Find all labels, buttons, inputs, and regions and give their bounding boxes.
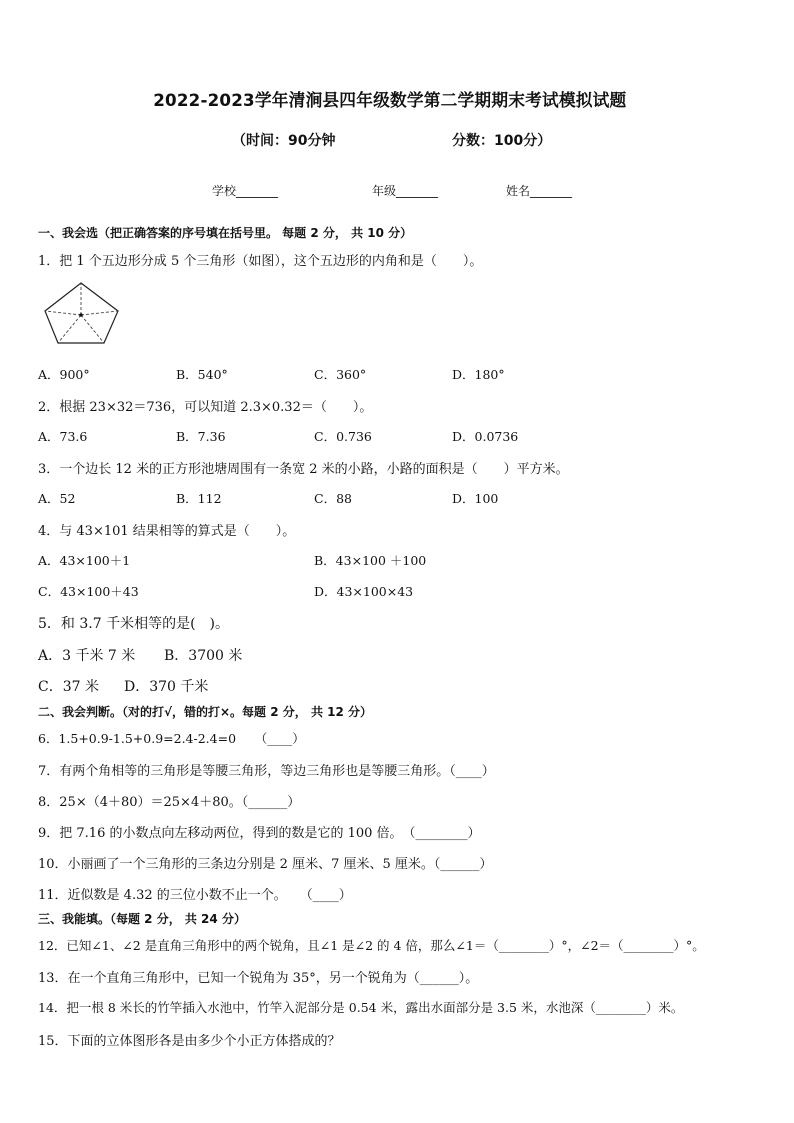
question-9: 9．把 7.16 的小数点向左移动两位，得到的数是它的 100 倍。 （________） xyxy=(38,826,481,841)
q1-option-a: A．900° xyxy=(38,367,90,382)
q3-option-b: B．112 xyxy=(176,491,222,506)
question-13: 13．在一个直角三角形中，已知一个锐角为 35°，另一个锐角为（______）。 xyxy=(38,971,479,986)
question-12: 12．已知∠1、∠2 是直角三角形中的两个锐角，且∠1 是∠2 的 4 倍，那么∠1＝（________）°，∠2＝（________）°。 xyxy=(38,938,705,953)
pentagon-figure xyxy=(44,280,122,346)
q5-option-c: C．37 米 xyxy=(38,679,99,695)
section-1-heading: 一、我会选（把正确答案的序号填在括号里。 每题 2 分， 共 10 分） xyxy=(38,226,413,240)
question-10: 10．小丽画了一个三角形的三条边分别是 2 厘米、7 厘米、5 厘米。（______） xyxy=(38,857,493,872)
q3-option-a: A．52 xyxy=(38,491,76,506)
name-field: 姓名_______ xyxy=(506,184,573,198)
question-6: 6．1.5+0.9-1.5+0.9=2.4-2.4=0 （____） xyxy=(38,731,305,746)
section-2-heading: 二、我会判断。（对的打√，错的打×。每题 2 分， 共 12 分） xyxy=(38,705,372,719)
q4-option-b: B．43×100 ＋100 xyxy=(314,553,427,568)
question-15: 15．下面的立体图形各是由多少个小正方体搭成的？ xyxy=(38,1034,341,1049)
question-14: 14．把一根 8 米长的竹竿插入水池中，竹竿入泥部分是 0.54 米，露出水面部分是 3.5 米，水池深（________）米。 xyxy=(38,1000,684,1015)
grade-field: 年级_______ xyxy=(372,184,439,198)
question-4: 4．与 43×101 结果相等的算式是（ ）。 xyxy=(38,524,296,539)
q5-option-b: B．3700 米 xyxy=(164,648,243,664)
exam-score: 分数：100分） xyxy=(452,133,552,149)
question-8: 8．25×（4＋80）＝25×4＋80。（______） xyxy=(38,795,301,810)
q4-option-c: C．43×100＋43 xyxy=(38,584,139,599)
question-1: 1．把 1 个五边形分成 5 个三角形（如图），这个五边形的内角和是（ ）。 xyxy=(38,254,483,269)
q3-option-c: C．88 xyxy=(314,491,352,506)
question-3: 3．一个边长 12 米的正方形池塘周围有一条宽 2 米的小路，小路的面积是（ ）平方米。 xyxy=(38,462,569,477)
q4-option-d: D．43×100×43 xyxy=(314,584,414,599)
page-title: 2022-2023学年清涧县四年级数学第二学期期末考试模拟试题 xyxy=(153,91,627,111)
q5-option-d: D．370 千米 xyxy=(124,679,209,695)
q2-option-b: B．7.36 xyxy=(176,429,226,444)
question-2: 2．根据 23×32＝736，可以知道 2.3×0.32＝（ ）。 xyxy=(38,400,373,415)
question-7: 7．有两个角相等的三角形是等腰三角形，等边三角形也是等腰三角形。（____） xyxy=(38,764,495,779)
q2-option-c: C．0.736 xyxy=(314,429,372,444)
school-field: 学校_______ xyxy=(212,184,279,198)
q1-option-c: C．360° xyxy=(314,367,367,382)
q4-option-a: A．43×100＋1 xyxy=(38,553,131,568)
q1-option-d: D．180° xyxy=(452,367,505,382)
exam-time: （时间：90分钟 xyxy=(232,133,336,149)
section-3-heading: 三、我能填。（每题 2 分， 共 24 分） xyxy=(38,912,246,926)
q3-option-d: D．100 xyxy=(452,491,499,506)
q2-option-a: A．73.6 xyxy=(38,429,88,444)
q1-option-b: B．540° xyxy=(176,367,228,382)
q2-option-d: D．0.0736 xyxy=(452,429,519,444)
q5-option-a: A．3 千米 7 米 xyxy=(38,648,136,664)
question-5: 5．和 3.7 千米相等的是( )。 xyxy=(38,616,229,632)
question-11: 11．近似数是 4.32 的三位小数不止一个。 （____） xyxy=(38,888,352,903)
